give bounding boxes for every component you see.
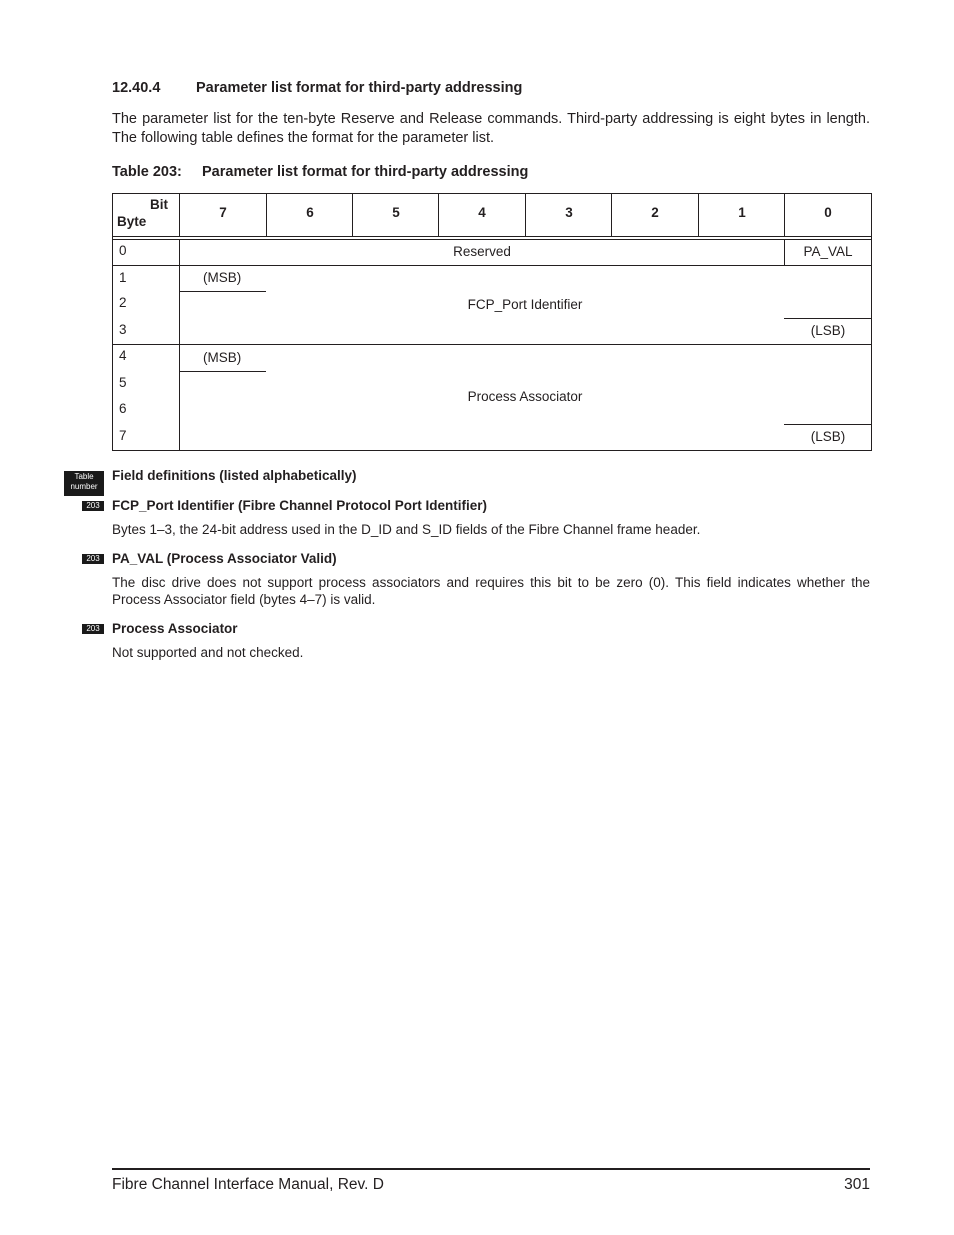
field-description: The disc drive does not support process associators and requires this bit to be zero (0). This field indicates whether the Process Associator field (bytes 4–7) is valid.: [112, 575, 870, 607]
byte-label-7: 7: [119, 428, 127, 443]
lsb-marker: (LSB): [810, 429, 846, 444]
intro-paragraph: The parameter list for the ten-byte Reserve and Release commands. Third-party addressing is eight bytes in length. The following table defines the format for the parameter list.: [112, 111, 870, 146]
field-definitions-title: Field definitions (listed alphabetically): [112, 468, 357, 483]
byte-label-1: 1: [119, 270, 127, 285]
byte-label-0: 0: [119, 243, 127, 258]
table-caption-title: Parameter list format for third-party addressing: [202, 164, 529, 180]
table-caption-number: Table 203:: [112, 164, 182, 180]
page-number: 301: [844, 1176, 870, 1193]
byte-label-2: 2: [119, 295, 127, 310]
pa-val-field: PA_VAL: [803, 244, 853, 259]
header-bit-1: 1: [738, 205, 746, 220]
parameter-list-table: [112, 193, 872, 451]
table-number-badge: Table number: [64, 471, 104, 496]
header-bit-4: 4: [478, 205, 486, 220]
msb-marker: (MSB): [203, 270, 242, 285]
field-name: FCP_Port Identifier (Fibre Channel Protocol Port Identifier): [112, 498, 488, 513]
header-byte-label: Byte: [117, 214, 147, 229]
footer-manual-title: Fibre Channel Interface Manual, Rev. D: [112, 1176, 384, 1193]
field-name: PA_VAL (Process Associator Valid): [112, 551, 337, 566]
section-title: Parameter list format for third-party addressing: [196, 80, 523, 96]
byte-label-4: 4: [119, 348, 127, 363]
byte-label-5: 5: [119, 375, 127, 390]
header-bit-5: 5: [392, 205, 400, 220]
header-bit-3: 3: [565, 205, 573, 220]
msb-marker: (MSB): [203, 350, 242, 365]
process-associator-field: Process Associator: [467, 389, 583, 404]
byte-label-3: 3: [119, 322, 127, 337]
field-description: Bytes 1–3, the 24-bit address used in the D_ID and S_ID fields of the Fibre Channel frame header.: [112, 522, 701, 537]
header-bit-0: 0: [824, 205, 832, 220]
table-ref-badge: 203: [82, 501, 104, 511]
fcp-port-identifier-field: FCP_Port Identifier: [467, 297, 583, 312]
table-ref-badge: 203: [82, 624, 104, 634]
header-bit-7: 7: [219, 205, 227, 220]
header-bit-6: 6: [306, 205, 314, 220]
header-bit-2: 2: [651, 205, 659, 220]
byte-label-6: 6: [119, 401, 127, 416]
table-ref-badge: 203: [82, 554, 104, 564]
section-number: 12.40.4: [112, 80, 161, 96]
footer-rule: [112, 1168, 870, 1170]
header-bit-label: Bit: [150, 197, 168, 212]
lsb-marker: (LSB): [810, 323, 846, 338]
reserved-field: Reserved: [453, 244, 511, 259]
field-description: Not supported and not checked.: [112, 645, 304, 660]
field-name: Process Associator: [112, 621, 238, 636]
